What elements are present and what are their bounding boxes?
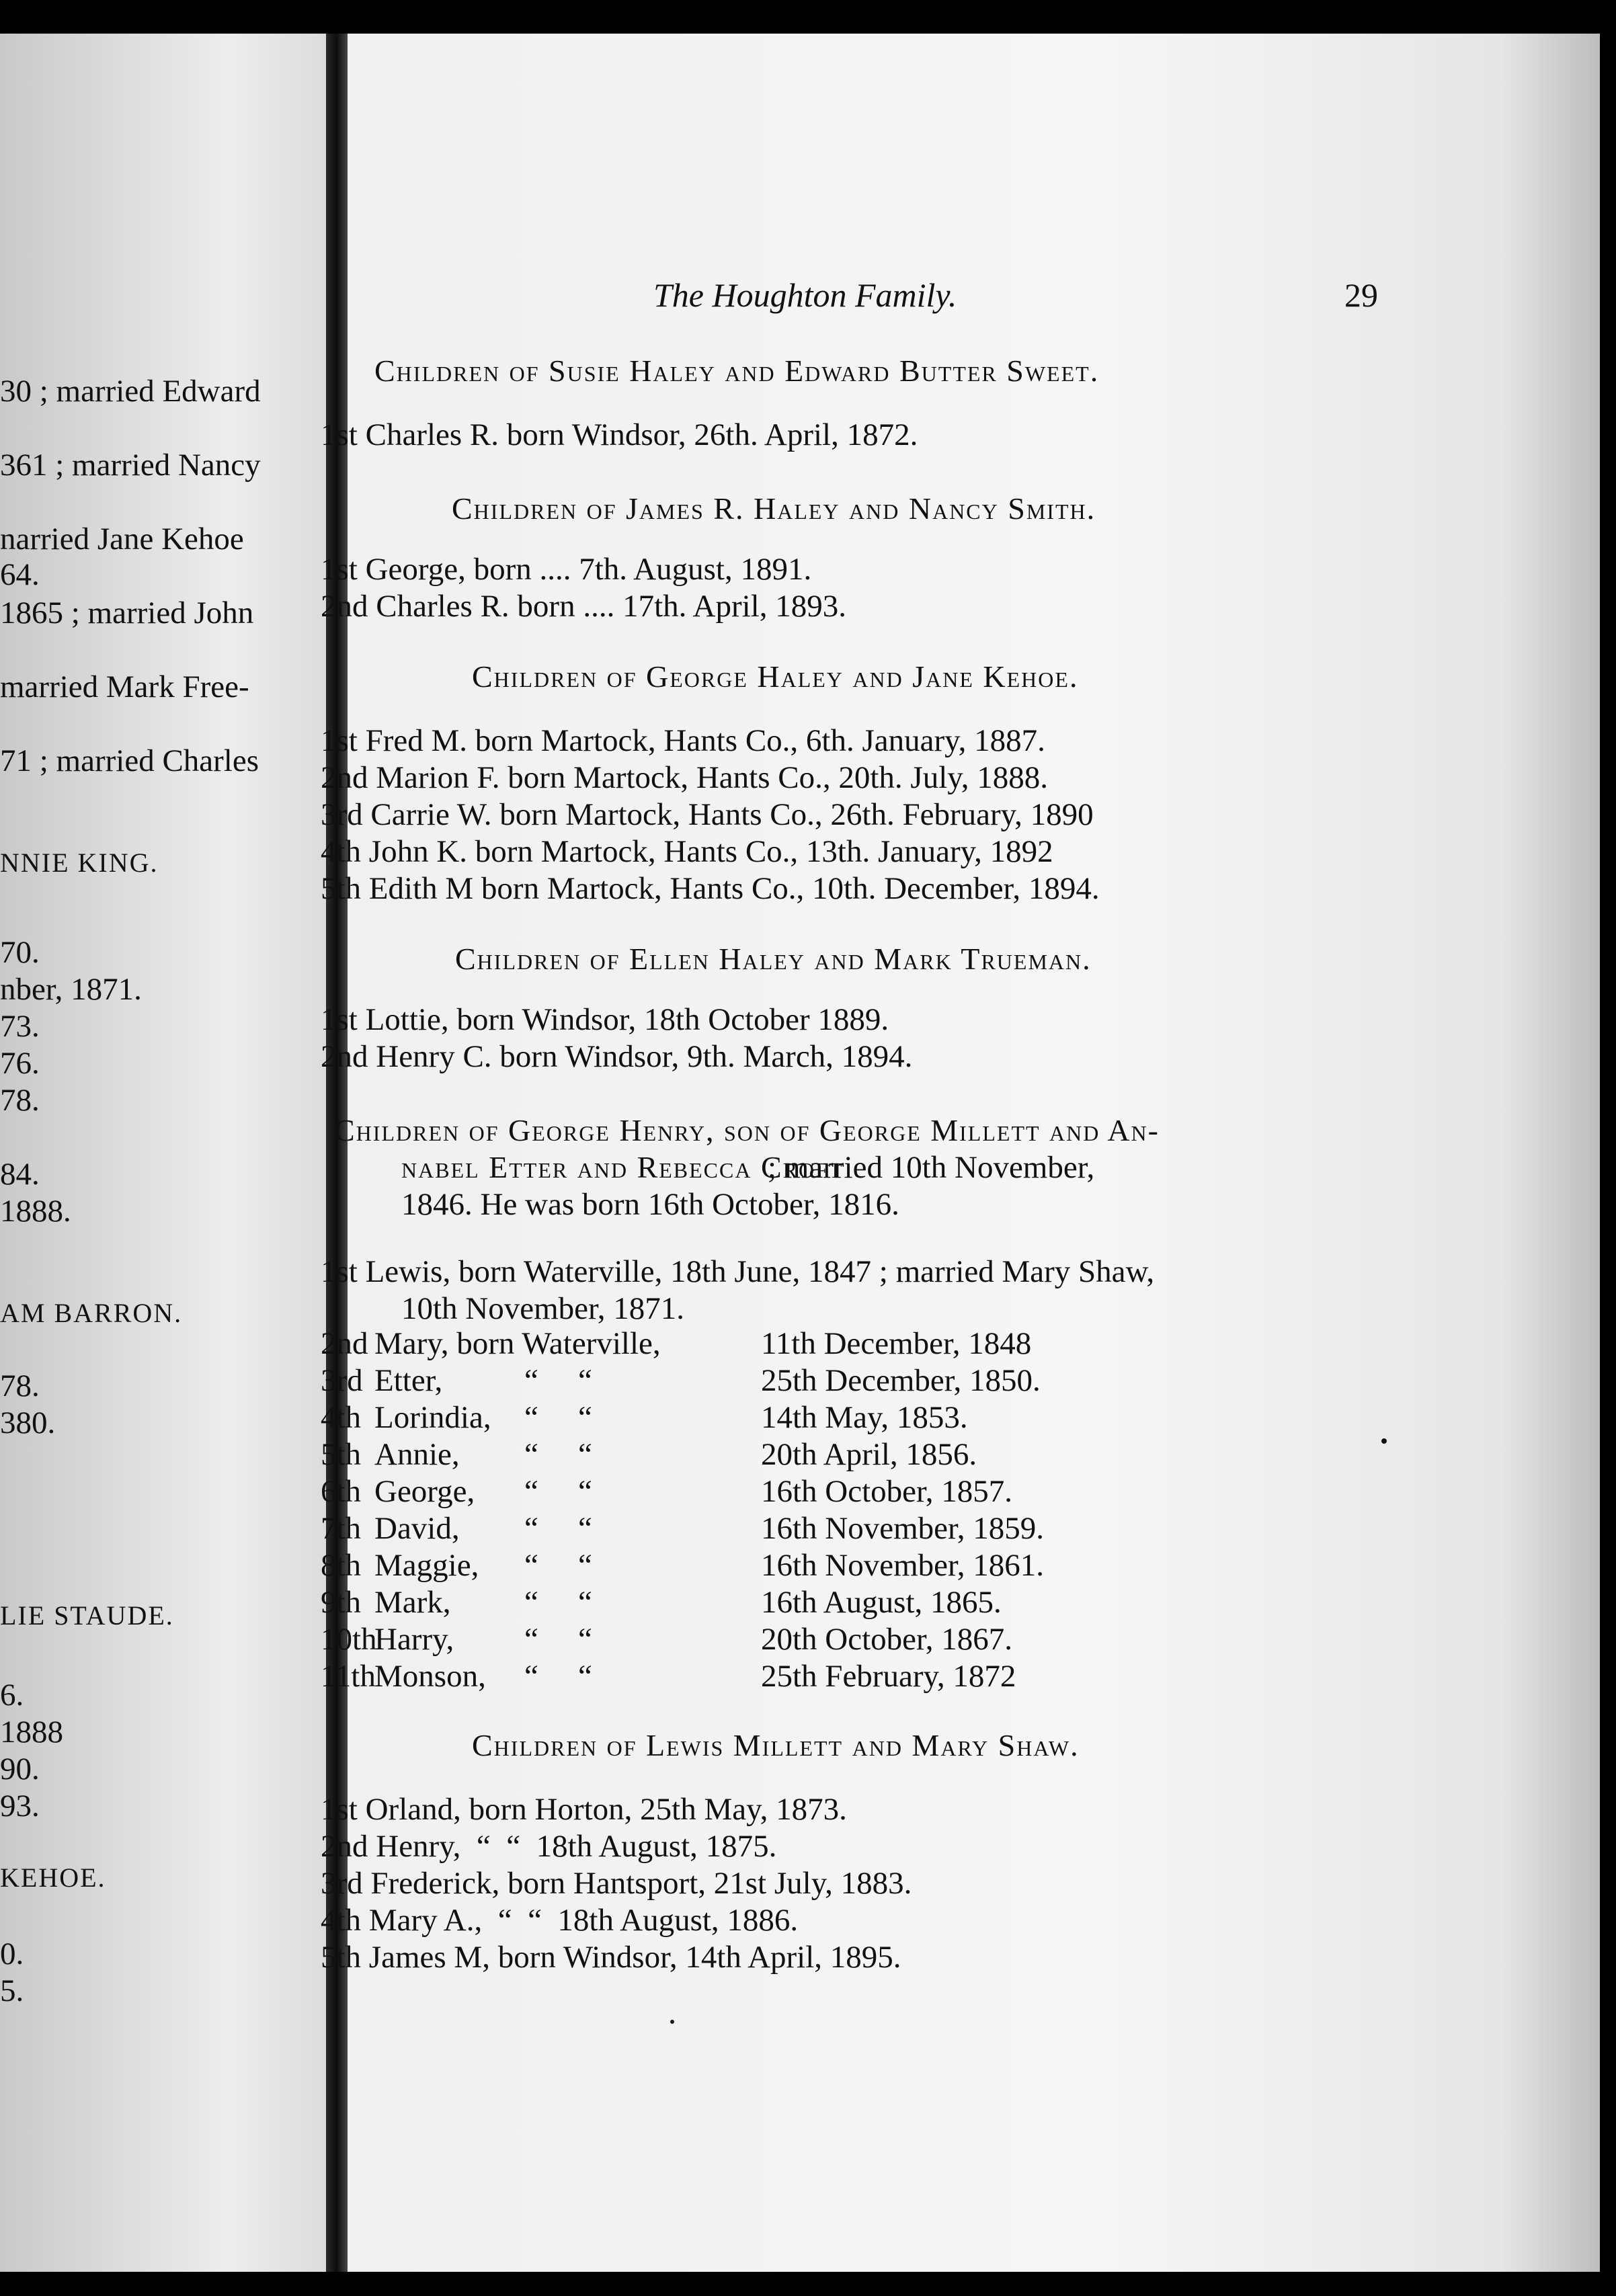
child-name: Maggie, <box>374 1548 479 1583</box>
child-ordinal: 4th <box>321 1400 362 1435</box>
left-line: 6. <box>0 1678 24 1713</box>
left-line: NNIE KING. <box>0 848 159 878</box>
child-name: Monson, <box>374 1659 486 1694</box>
ditto-mark: “ <box>524 1400 538 1435</box>
child-ordinal: 11th <box>321 1659 376 1694</box>
child-ordinal: 3rd <box>321 1363 363 1398</box>
ditto-mark: “ <box>578 1511 592 1546</box>
ink-speck <box>670 2020 674 2024</box>
ditto-mark: “ <box>578 1437 592 1472</box>
entry-line-continued: 10th November, 1871. <box>401 1291 685 1326</box>
ditto-mark: “ <box>578 1548 592 1583</box>
child-name: George, <box>374 1474 475 1509</box>
ditto-mark: “ <box>578 1585 592 1620</box>
child-date: 20th April, 1856. <box>761 1437 977 1472</box>
child-ordinal: 9th <box>321 1585 362 1620</box>
child-date: 20th October, 1867. <box>761 1622 1013 1657</box>
child-ordinal: 6th <box>321 1474 362 1509</box>
entry-line: 4th John K. born Martock, Hants Co., 13th. January, 1892 <box>321 834 1053 869</box>
entry-line: 2nd Marion F. born Martock, Hants Co., 20th. July, 1888. <box>321 760 1048 795</box>
table-row <box>321 1658 1262 1695</box>
entry-line: 3rd Frederick, born Hantsport, 21st July, 1883. <box>321 1866 912 1901</box>
table-row <box>321 1510 1262 1547</box>
child-date: 16th November, 1861. <box>761 1548 1045 1583</box>
right-page <box>321 34 1600 2272</box>
child-date: 25th December, 1850. <box>761 1363 1041 1398</box>
child-ordinal: 7th <box>321 1511 362 1546</box>
table-row <box>321 1473 1262 1510</box>
table-row <box>321 1621 1262 1658</box>
section-heading: Children of George Henry, son of George Millett and An- <box>334 1113 1160 1147</box>
child-name: David, <box>374 1511 460 1546</box>
child-ordinal: 10th <box>321 1622 377 1657</box>
entry-line: 2nd Charles R. born .... 17th. April, 1893. <box>321 589 846 624</box>
ditto-mark: “ <box>524 1548 538 1583</box>
ditto-mark: “ <box>524 1474 538 1509</box>
child-name: Harry, <box>374 1622 454 1657</box>
ink-speck <box>1381 1438 1387 1444</box>
entry-line: 2nd Henry, “ “ 18th August, 1875. <box>321 1829 777 1864</box>
left-line: 78. <box>0 1368 40 1403</box>
entry-line: 1st Charles R. born Windsor, 26th. April, 1872. <box>321 417 918 452</box>
left-line: 73. <box>0 1009 40 1044</box>
left-line: narried Jane Kehoe <box>0 522 244 557</box>
table-row <box>321 1547 1262 1584</box>
page-number: 29 <box>1344 276 1378 314</box>
section-heading: Children of James R. Haley and Nancy Smith. <box>452 491 1096 526</box>
left-line: 1888 <box>0 1715 63 1750</box>
left-line: 90. <box>0 1752 40 1787</box>
left-line: 64. <box>0 557 40 592</box>
ditto-mark: “ <box>524 1659 538 1694</box>
entry-line: 1st George, born .... 7th. August, 1891. <box>321 552 812 587</box>
left-line: 71 ; married Charles <box>0 743 259 778</box>
left-line: 30 ; married Edward <box>0 374 261 409</box>
section-heading-continued: nabel Etter and Rebecca Croft <box>401 1150 844 1184</box>
entry-line: 1st Fred M. born Martock, Hants Co., 6th. January, 1887. <box>321 723 1045 758</box>
entry-line: 5th Edith M born Martock, Hants Co., 10th. December, 1894. <box>321 871 1100 906</box>
child-date: 25th February, 1872 <box>761 1659 1016 1694</box>
ditto-mark: “ <box>524 1363 538 1398</box>
ditto-mark: “ <box>578 1659 592 1694</box>
ditto-mark: “ <box>524 1585 538 1620</box>
child-name: Lorindia, <box>374 1400 491 1435</box>
ditto-mark: “ <box>578 1474 592 1509</box>
ditto-mark: “ <box>524 1437 538 1472</box>
left-line: 1888. <box>0 1194 71 1229</box>
child-date: 11th December, 1848 <box>761 1326 1032 1361</box>
left-line: AM BARRON. <box>0 1298 183 1328</box>
ditto-mark: “ <box>524 1622 538 1657</box>
left-line: married Mark Free- <box>0 669 249 704</box>
entry-line: 1st Lewis, born Waterville, 18th June, 1847 ; married Mary Shaw, <box>321 1254 1155 1289</box>
child-ordinal: 8th <box>321 1548 362 1583</box>
section-heading: Children of Lewis Millett and Mary Shaw. <box>472 1728 1080 1762</box>
left-line: 5. <box>0 1973 24 2008</box>
child-ordinal: 5th <box>321 1437 362 1472</box>
section-heading: Children of Susie Haley and Edward Butter Sweet. <box>374 354 1100 388</box>
entry-line: 2nd Henry C. born Windsor, 9th. March, 1894. <box>321 1039 913 1074</box>
entry-line: 4th Mary A., “ “ 18th August, 1886. <box>321 1903 799 1938</box>
left-line: 361 ; married Nancy <box>0 448 261 483</box>
section-heading: Children of Ellen Haley and Mark Trueman. <box>455 942 1092 976</box>
child-name: Annie, <box>374 1437 460 1472</box>
table-row <box>321 1362 1262 1399</box>
left-line: 70. <box>0 935 40 970</box>
child-name: Mary, born Waterville, <box>374 1326 661 1361</box>
section-heading-continued: ; married 10th November, <box>768 1150 1095 1185</box>
section-heading: Children of George Haley and Jane Kehoe. <box>472 659 1079 694</box>
child-name: Mark, <box>374 1585 451 1620</box>
entry-line: 1st Orland, born Horton, 25th May, 1873. <box>321 1792 847 1827</box>
child-date: 16th August, 1865. <box>761 1585 1002 1620</box>
ditto-mark: “ <box>578 1622 592 1657</box>
section-heading-continued: 1846. He was born 16th October, 1816. <box>401 1187 899 1222</box>
ditto-mark: “ <box>578 1363 592 1398</box>
entry-line: 1st Lottie, born Windsor, 18th October 1889. <box>321 1002 889 1037</box>
left-page-fragment <box>0 34 326 2272</box>
left-line: 1865 ; married John <box>0 596 254 630</box>
ditto-mark: “ <box>578 1400 592 1435</box>
table-row <box>321 1399 1262 1436</box>
ditto-mark: “ <box>524 1511 538 1546</box>
running-header-title: The Houghton Family. <box>653 276 957 314</box>
scanned-page-spread <box>0 34 1600 2272</box>
child-ordinal: 2nd <box>321 1326 368 1361</box>
table-row <box>321 1436 1262 1473</box>
table-row <box>321 1584 1262 1621</box>
left-line: 78. <box>0 1083 40 1118</box>
left-line: 380. <box>0 1405 56 1440</box>
left-line: 93. <box>0 1789 40 1823</box>
left-line: 84. <box>0 1157 40 1192</box>
left-line: 0. <box>0 1936 24 1971</box>
table-row <box>321 1325 1262 1362</box>
left-line: KEHOE. <box>0 1862 106 1893</box>
left-line: 76. <box>0 1046 40 1081</box>
child-date: 14th May, 1853. <box>761 1400 968 1435</box>
left-line: LIE STAUDE. <box>0 1600 174 1631</box>
child-date: 16th October, 1857. <box>761 1474 1013 1509</box>
child-name: Etter, <box>374 1363 443 1398</box>
entry-line: 3rd Carrie W. born Martock, Hants Co., 26th. February, 1890 <box>321 797 1094 832</box>
left-line: nber, 1871. <box>0 972 142 1007</box>
entry-line: 5th James M, born Windsor, 14th April, 1895. <box>321 1940 901 1975</box>
child-date: 16th November, 1859. <box>761 1511 1045 1546</box>
scan-bottom-border <box>0 2272 1616 2296</box>
